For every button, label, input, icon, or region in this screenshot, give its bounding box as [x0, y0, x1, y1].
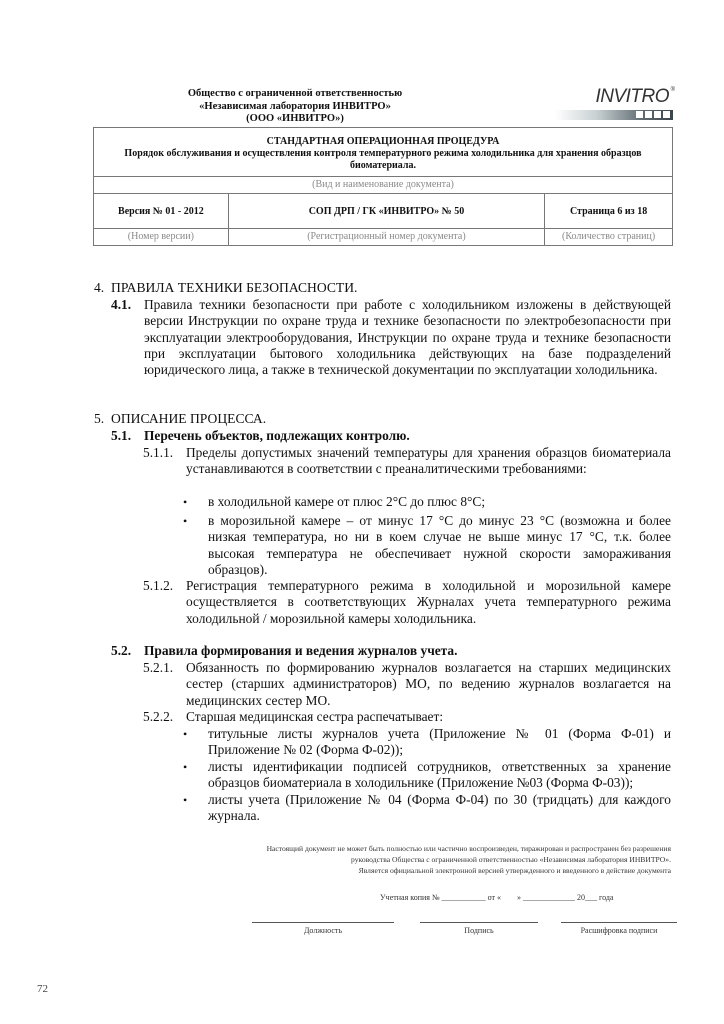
- subsection-heading: Правила формирования и ведения журналов учета.: [144, 643, 458, 658]
- section-heading: ПРАВИЛА ТЕХНИКИ БЕЗОПАСНОСТИ.: [111, 280, 358, 295]
- signature-line: [561, 922, 677, 923]
- subsection-number: 4.1.: [111, 297, 132, 312]
- signature-line: [420, 922, 538, 923]
- logo-square-icon: [636, 111, 643, 118]
- subsection-heading: Перечень объектов, подлежащих контролю.: [144, 428, 410, 443]
- section-number: 4.: [94, 280, 105, 295]
- registered-mark: ®: [670, 87, 675, 93]
- position-label: Должность: [303, 926, 343, 935]
- section-heading: ОПИСАНИЕ ПРОЦЕССА.: [111, 411, 267, 426]
- bullet-item: в холодильной камере от плюс 2°С до плюс 8°С;: [208, 494, 486, 509]
- page-count: Страница 6 из 18: [545, 194, 673, 229]
- copyright-notice: [160, 843, 671, 877]
- bullet-icon: •: [183, 495, 188, 509]
- document-title-cell: [94, 128, 673, 177]
- invitro-logo: [555, 86, 677, 126]
- page-number: 72: [37, 983, 48, 995]
- registered-copy-line: Учетная копия № ___________ от « » _____________ 20___ года: [380, 893, 614, 902]
- section-number: 5.: [94, 411, 105, 426]
- paragraph-4-1: Правила техники безопасности при работе с холодильником изложены в действующей версии Инструкции по охране труда и технике безопасности по электробезопасности при эксплуатации электрооборудования, Инструкции по охране труда и технике безопасности при эксплуатации бытового холодильника действующих на базе подразделений юридического лица, а также в технической документации по эксплуатации холодильника.: [144, 297, 671, 378]
- bullet-item: в морозильной камере – от минус 17 °С до минус 23 °С (возможна и более низкая температура, но ни в коем случае не выше минус 17 °С, т.к. более высокая температура не обеспечивает нужной скорости замораживания образцов).: [208, 513, 671, 577]
- signature-line: [252, 922, 394, 923]
- bullet-icon: •: [183, 514, 188, 528]
- signature-decoding-label: Расшифровка подписи: [580, 926, 658, 935]
- bullet-item: листы идентификации подписей сотрудников, ответственных за хранение образцов биоматериала в холодильнике (Приложение №03 (Форма Ф-03));: [208, 759, 671, 791]
- subsection-number: 5.2.: [111, 643, 132, 658]
- paragraph-5-2-2: Старшая медицинская сестра распечатывает:: [186, 709, 444, 724]
- logo-square-icon: [645, 111, 652, 118]
- paragraph-5-1-2: Регистрация температурного режима в холодильной и морозильной камере осуществляется в соответствующих Журналах учета температурного режима холодильной / морозильной камеры холодильника.: [186, 578, 671, 626]
- org-line: Общество с ограниченной ответственностью: [187, 88, 403, 99]
- paragraph-5-1-1: Пределы допустимых значений температуры для хранения образцов биоматериала устанавливаются в соответствии с преаналитическими требованиями:: [186, 445, 671, 477]
- bullet-icon: •: [183, 760, 188, 774]
- logo-text: INVITRO: [595, 86, 669, 107]
- registration-number: СОП ДРП / ГК «ИНВИТРО» № 50: [228, 194, 544, 229]
- version-number: Версия № 01 - 2012: [94, 194, 229, 229]
- notice-line: Настоящий документ не может быть полностью или частично воспроизведен, тиражирован и распространен без разрешения: [266, 844, 671, 853]
- item-number: 5.2.1.: [143, 660, 174, 675]
- document-name-caption: (Вид и наименование документа): [94, 177, 673, 194]
- bullet-item: листы учета (Приложение № 04 (Форма Ф-04) по 30 (тридцать) для каждого журнала.: [208, 792, 671, 824]
- bullet-item: титульные листы журналов учета (Приложение № 01 (Форма Ф-01) и Приложение № 02 (Форма Ф-02));: [208, 726, 671, 758]
- item-number: 5.1.2.: [143, 578, 174, 593]
- notice-line: руководства Общества с ограниченной ответственностью «Независимая лаборатория ИНВИТРО».: [351, 855, 671, 865]
- org-line: (ООО «ИНВИТРО»): [246, 113, 344, 124]
- item-number: 5.2.2.: [143, 709, 174, 724]
- organization-name: [150, 88, 440, 126]
- registration-caption: (Регистрационный номер документа): [228, 229, 544, 246]
- logo-square-icon: [654, 111, 661, 118]
- subsection-number: 5.1.: [111, 428, 132, 443]
- paragraph-5-2-1: Обязанность по формированию журналов возлагается на старших медицинских сестер (старших администраторов) МО, по ведению журналов возлагается на медицинских сестер МО.: [186, 660, 671, 708]
- document-type: СТАНДАРТНАЯ ОПЕРАЦИОННАЯ ПРОЦЕДУРА: [266, 136, 500, 147]
- document-header-table: [93, 127, 673, 246]
- version-caption: (Номер версии): [94, 229, 229, 246]
- bullet-icon: •: [183, 793, 188, 807]
- document-name: Порядок обслуживания и осуществления контроля температурного режима холодильника для хранения образцов биоматериала.: [124, 148, 642, 171]
- page-count-caption: (Количество страниц): [545, 229, 673, 246]
- logo-square-icon: [663, 111, 670, 118]
- notice-line: Является официальной электронной версией утвержденного и введенного в действие документа: [358, 866, 671, 876]
- bullet-icon: •: [183, 727, 188, 741]
- signature-label: Подпись: [464, 926, 494, 935]
- org-line: «Независимая лаборатория ИНВИТРО»: [199, 100, 391, 112]
- item-number: 5.1.1.: [143, 445, 174, 460]
